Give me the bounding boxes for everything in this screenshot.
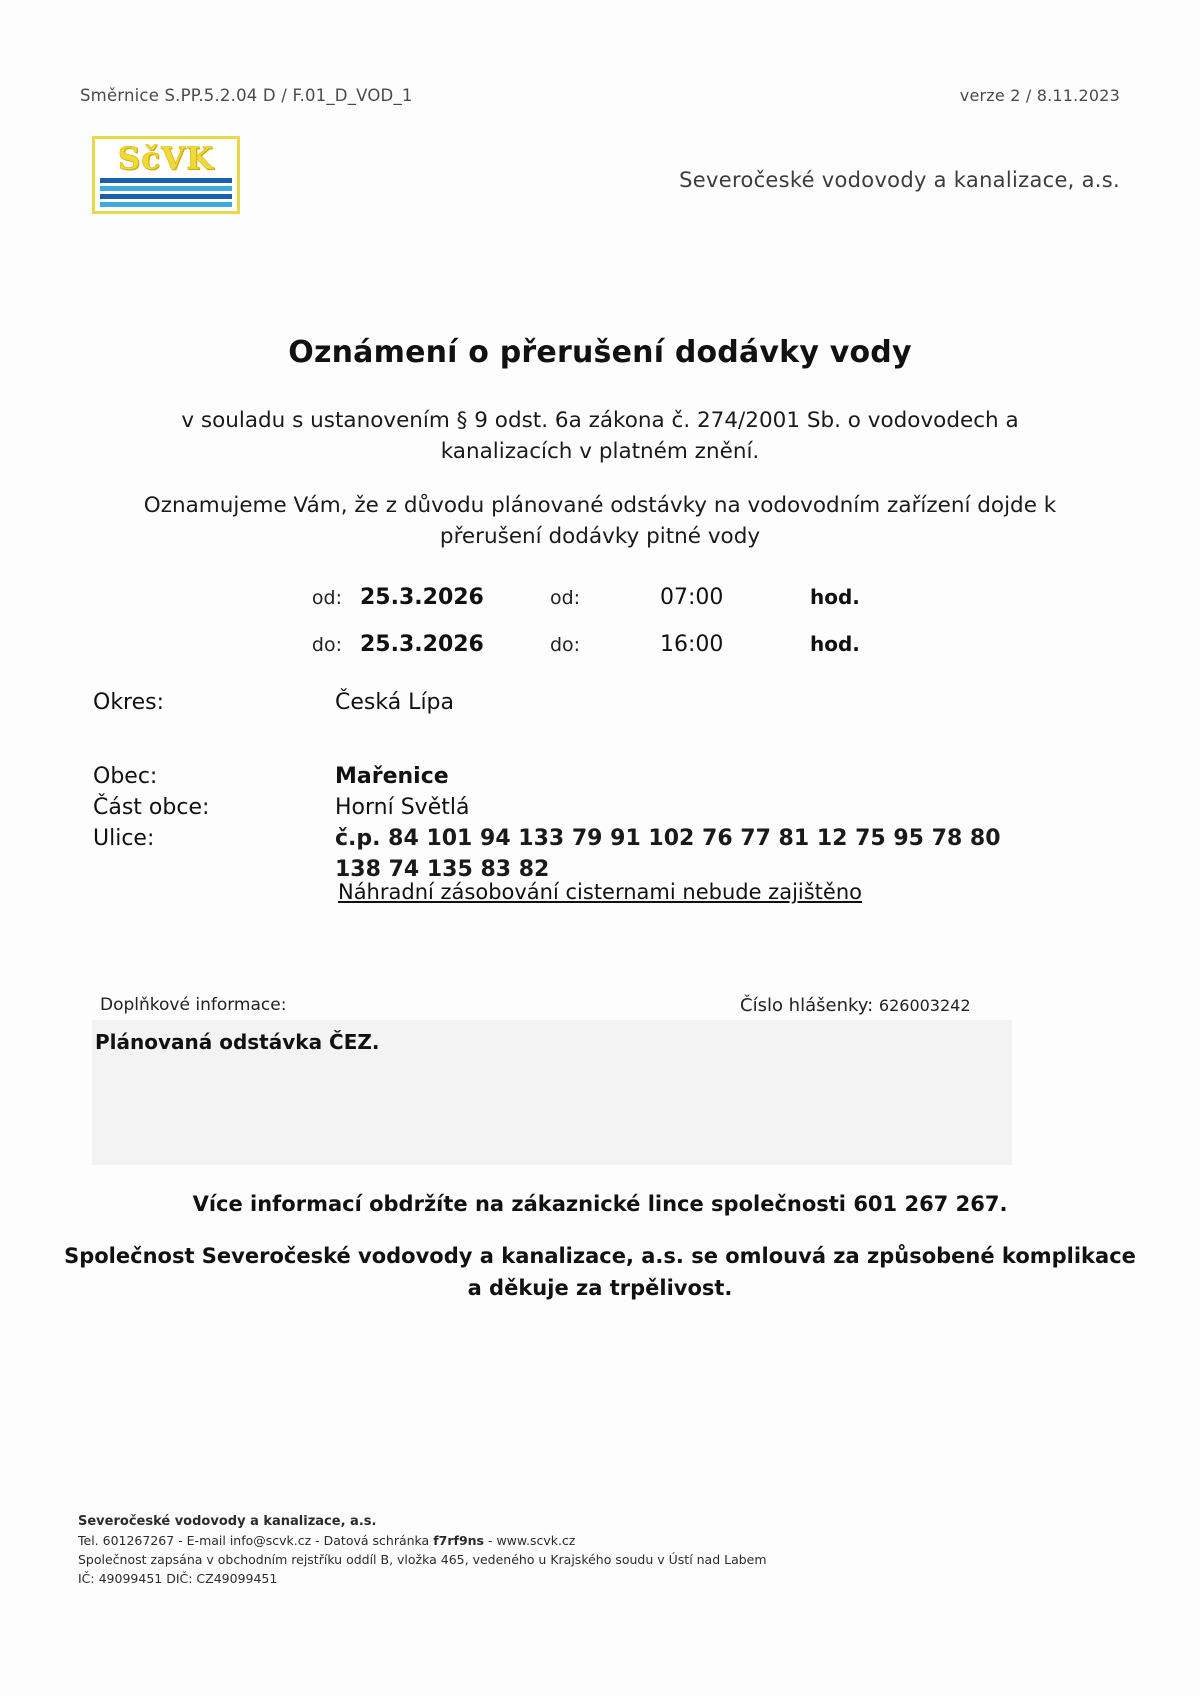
legal-reference: v souladu s ustanovením § 9 odst. 6a zákona č. 274/2001 Sb. o vodovodech a kanalizacích v platném znění. xyxy=(181,408,1019,464)
supplementary-text: Plánovaná odstávka ČEZ. xyxy=(95,1030,380,1054)
footer-databox-id: f7rf9ns xyxy=(433,1533,484,1548)
schedule-row-from xyxy=(0,585,1200,632)
time-from-value: 07:00 xyxy=(660,585,724,610)
schedule-row-to xyxy=(0,632,1200,679)
no-cistern-notice: Náhradní zásobování cisternami nebude zajištěno xyxy=(337,880,862,904)
municipality-row xyxy=(0,761,1200,792)
date-from-value: 25.3.2026 xyxy=(360,585,484,610)
part-label: Část obce: xyxy=(93,795,210,820)
district-row xyxy=(0,690,1200,715)
scvk-logo xyxy=(92,136,240,214)
time-to-label: do: xyxy=(550,634,581,656)
part-row xyxy=(0,792,1200,823)
footer-fineprint xyxy=(78,1512,1028,1588)
time-to-unit: hod. xyxy=(810,632,860,656)
outage-schedule xyxy=(0,585,1200,679)
document-header xyxy=(80,86,1120,105)
footer-contact-c: - www.scvk.cz xyxy=(483,1533,576,1548)
footer-ids: IČ: 49099451 DIČ: CZ49099451 xyxy=(78,1571,278,1586)
footer-company: Severočeské vodovody a kanalizace, a.s. xyxy=(78,1514,377,1529)
footer-registration: Společnost zapsána v obchodním rejstříku oddíl B, vložka 465, vedeného u Krajského soudu v Ústí nad Labem xyxy=(78,1552,767,1567)
page-title: Oznámení o přerušení dodávky vody xyxy=(288,335,912,370)
report-number-value: 626003242 xyxy=(878,996,971,1015)
version-date: verze 2 / 8.11.2023 xyxy=(959,86,1120,105)
district-value: Česká Lípa xyxy=(335,690,455,715)
street-label: Ulice: xyxy=(93,826,155,851)
time-from-unit: hod. xyxy=(810,585,860,609)
notice-paragraph: Oznamujeme Vám, že z důvodu plánované odstávky na vodovodním zařízení dojde k přerušení dodávky pitné vody xyxy=(143,493,1057,549)
address-block xyxy=(0,690,1200,885)
logo-wordmark: SčVK xyxy=(117,141,215,177)
more-info-line: Více informací obdržíte na zákaznické lince společnosti 601 267 267. xyxy=(192,1192,1008,1216)
report-number-label: Číslo hlášenky: xyxy=(740,995,874,1016)
logo-stripes xyxy=(100,178,232,207)
footer-contact-a: Tel. 601267267 - E-mail info@scvk.cz - Datová schránka xyxy=(78,1533,434,1548)
street-row xyxy=(0,823,1200,885)
footer-contact xyxy=(78,1531,1028,1550)
district-label: Okres: xyxy=(93,690,165,715)
municipality-value: Mařenice xyxy=(335,764,449,789)
supplementary-label: Doplňkové informace: xyxy=(100,995,287,1015)
part-value: Horní Světlá xyxy=(335,795,470,820)
time-from-label: od: xyxy=(550,587,581,609)
report-number xyxy=(740,995,971,1016)
date-to-value: 25.3.2026 xyxy=(360,632,484,657)
municipality-label: Obec: xyxy=(93,764,158,789)
date-from-label: od: xyxy=(311,587,342,609)
company-name: Severočeské vodovody a kanalizace, a.s. xyxy=(679,168,1120,192)
date-to-label: do: xyxy=(311,634,342,656)
street-value: č.p. 84 101 94 133 79 91 102 76 77 81 12 75 95 78 80 138 74 135 83 82 xyxy=(335,826,1001,882)
directive-code: Směrnice S.PP.5.2.04 D / F.01_D_VOD_1 xyxy=(80,86,413,105)
apology-paragraph: Společnost Severočeské vodovody a kanalizace, a.s. se omlouvá za způsobené komplikace a děkuje za trpělivost. xyxy=(64,1244,1136,1300)
time-to-value: 16:00 xyxy=(660,632,724,657)
